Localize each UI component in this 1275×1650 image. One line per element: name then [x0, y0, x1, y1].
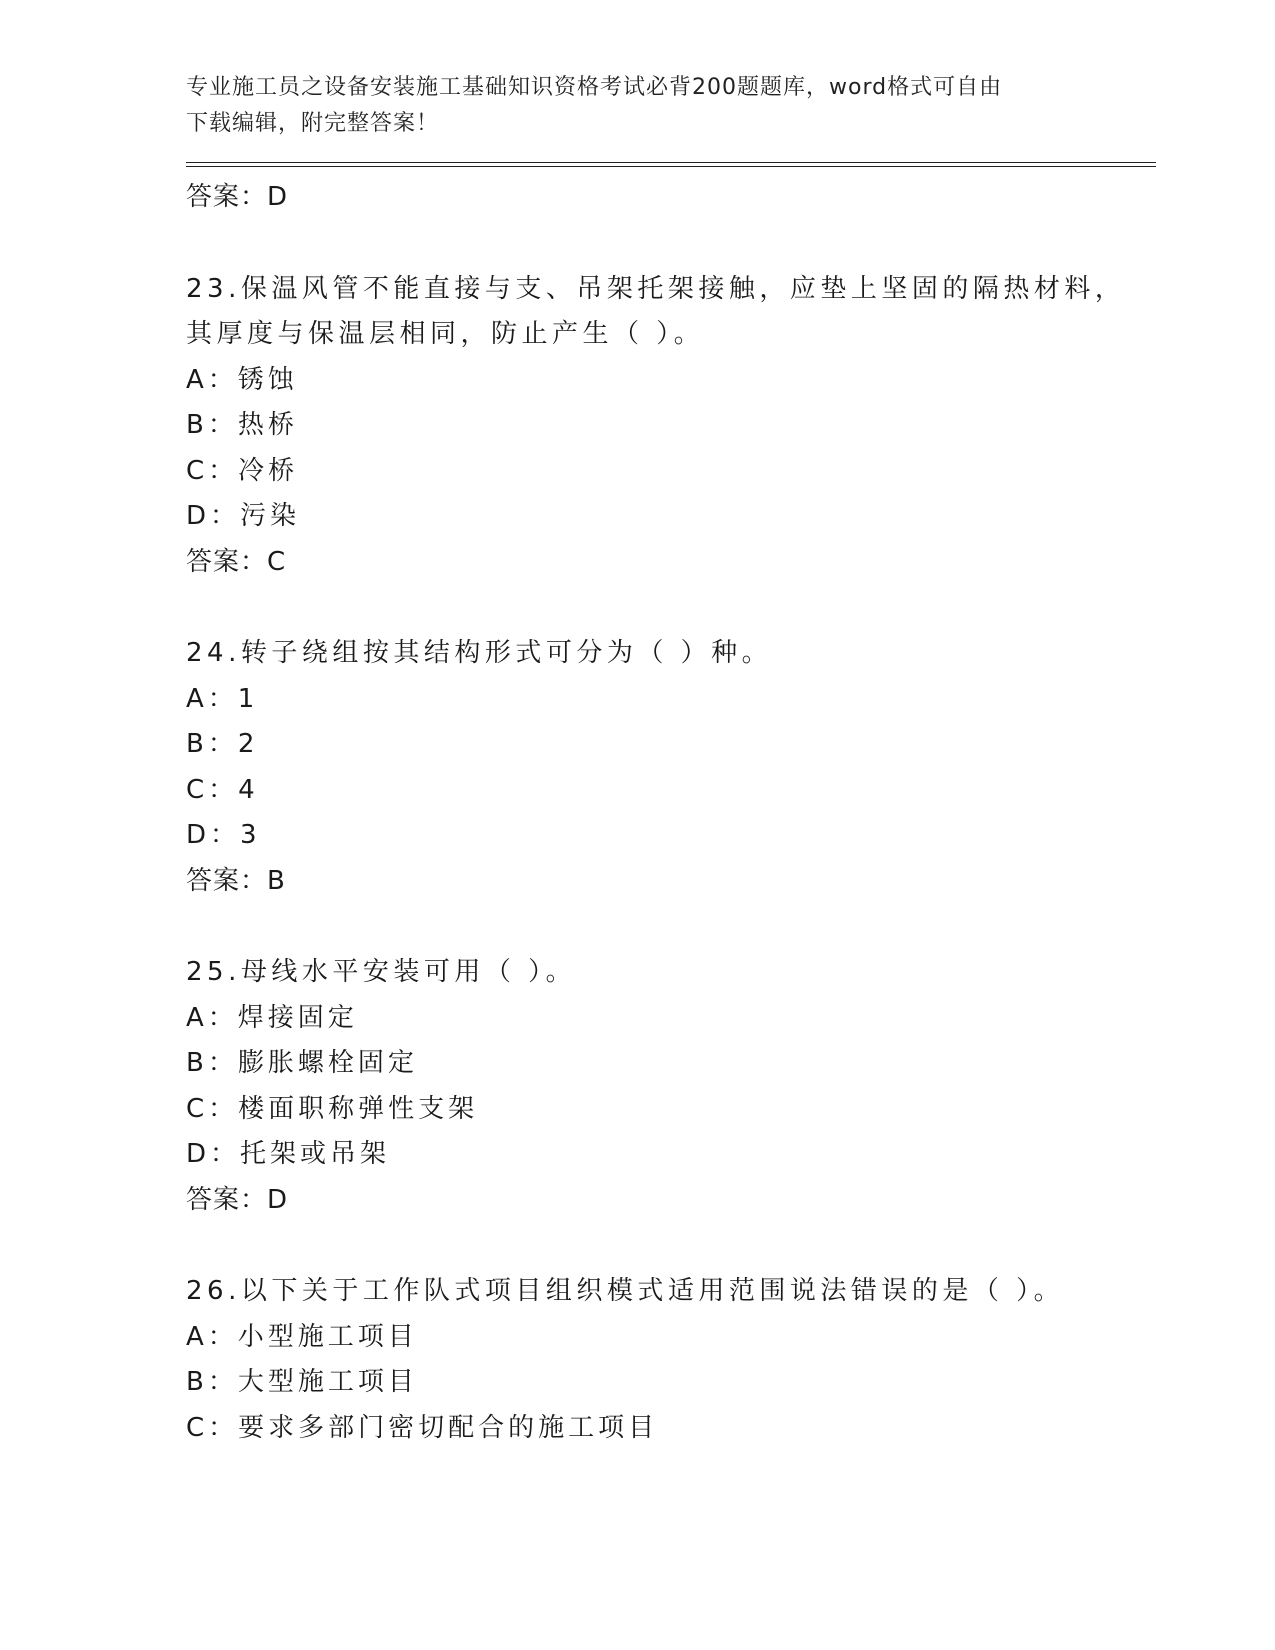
header-divider: [186, 162, 1156, 167]
answer-option: D：3: [186, 820, 261, 850]
document-page: [186, 70, 1156, 1451]
question-text: 其厚度与保温层相同，防止产生（ ）。: [186, 319, 705, 349]
answer-option: A：焊接固定: [186, 1002, 358, 1033]
question-block: [186, 267, 1156, 586]
answer-option: D：托架或吊架: [186, 1139, 391, 1169]
header-line-1: 专业施工员之设备安装施工基础知识资格考试必背200题题库，word格式可自由: [186, 75, 1003, 100]
answer-option: B：热桥: [186, 410, 298, 440]
answer-line: 答案：B: [186, 865, 286, 896]
question-list: [186, 267, 1156, 1452]
answer-line: 答案：D: [186, 182, 289, 212]
question-block: [186, 950, 1156, 1223]
answer-option: D：污染: [186, 501, 301, 531]
answer-option: A：小型施工项目: [186, 1321, 418, 1352]
header-line-2: 下载编辑，附完整答案！: [186, 111, 440, 136]
answer-option: B：大型施工项目: [186, 1367, 418, 1397]
answer-option: C：冷桥: [186, 455, 299, 486]
question-text: 24.转子绕组按其结构形式可分为（ ）种。: [186, 638, 773, 668]
question-text: 23.保温风管不能直接与支、吊架托架接触，应垫上坚固的隔热材料，: [186, 273, 1126, 304]
answer-option: B：膨胀螺栓固定: [186, 1048, 418, 1078]
answer-option: C：要求多部门密切配合的施工项目: [186, 1412, 659, 1443]
answer-option: C：4: [186, 774, 259, 805]
question-block: [186, 1269, 1156, 1451]
answer-option: B：2: [186, 729, 259, 759]
question-block: [186, 631, 1156, 904]
document-header: [186, 70, 1086, 142]
answer-line: 答案：D: [186, 1184, 289, 1215]
question-text: 26.以下关于工作队式项目组织模式适用范围说法错误的是（ ）。: [186, 1276, 1065, 1306]
answer-option: A：1: [186, 683, 259, 714]
answer-option: A：锈蚀: [186, 364, 298, 395]
question-text: 25.母线水平安装可用（ ）。: [186, 957, 577, 987]
answer-option: C：楼面职称弹性支架: [186, 1093, 479, 1124]
answer-line: 答案：C: [186, 546, 287, 577]
